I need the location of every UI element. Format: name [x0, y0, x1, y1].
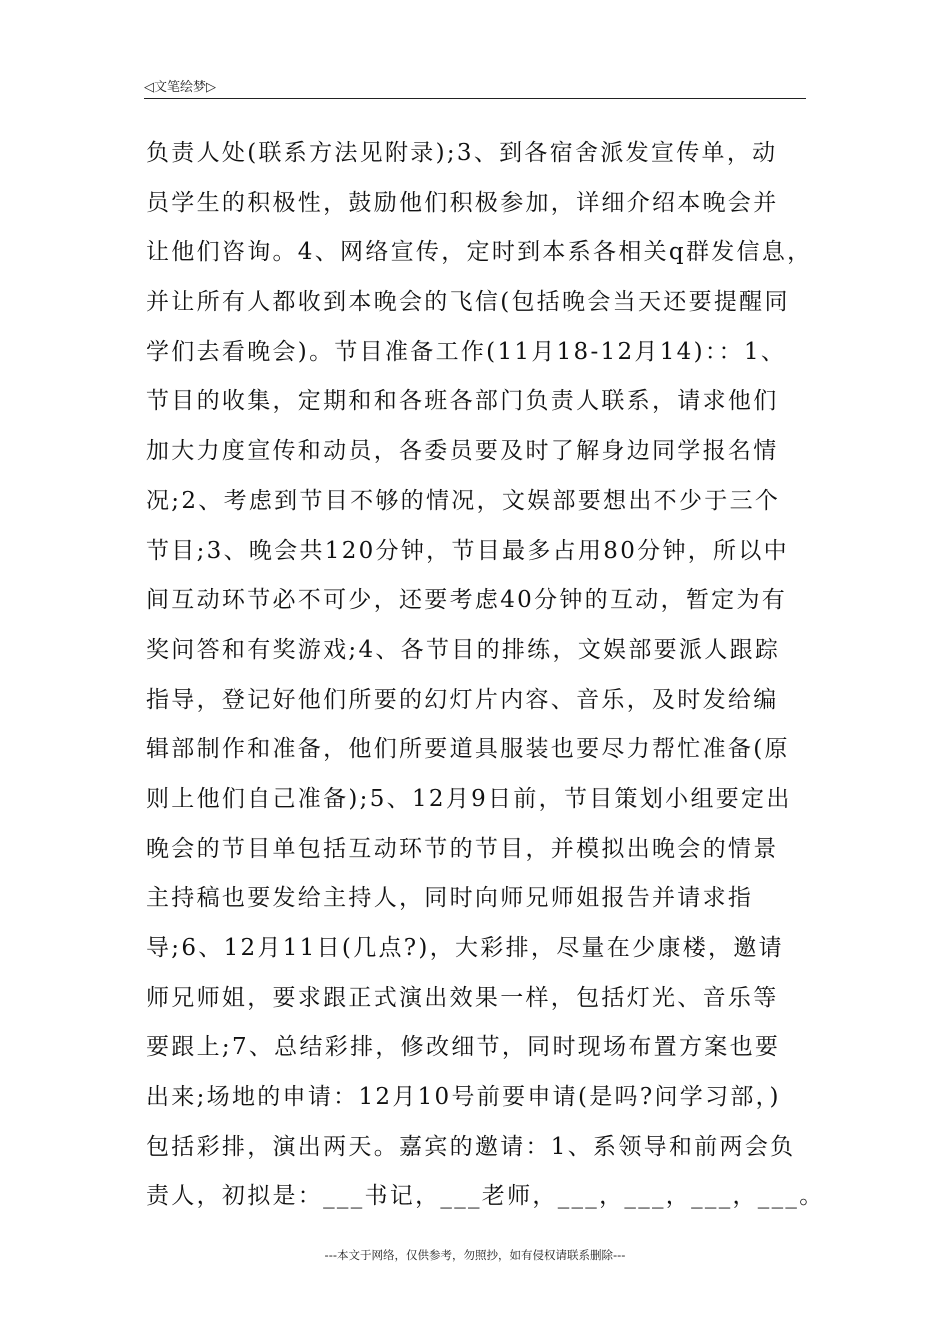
body-line: 晚会的节目单包括互动环节的节目，并模拟出晚会的情景	[146, 835, 779, 862]
body-line: 让他们咨询。4、网络宣传，定时到本系各相关q群发信息，	[146, 239, 813, 266]
body-line: 要跟上;7、总结彩排，修改细节，同时现场布置方案也要	[146, 1034, 781, 1061]
body-line: 则上他们自己准备);5、12月9日前，节目策划小组要定出	[146, 785, 792, 812]
body-line: 并让所有人都收到本晚会的飞信(包括晚会当天还要提醒同	[146, 289, 790, 316]
body-line: 出来;场地的申请：12月10号前要申请(是吗?问学习部，)	[146, 1084, 781, 1111]
body-line: 包括彩排，演出两天。嘉宾的邀请：1、系领导和前两会负	[146, 1133, 796, 1160]
body-line: 指导，登记好他们所要的幻灯片内容、音乐，及时发给编	[146, 686, 779, 713]
header-logo: ◁文笔绘梦▷	[144, 80, 216, 95]
body-line: 主持稿也要发给主持人，同时向师兄师姐报告并请求指	[146, 885, 754, 912]
body-line: 间互动环节必不可少，还要考虑40分钟的互动，暂定为有	[146, 587, 788, 614]
body-line: 责人，初拟是：___书记，___老师，___，___，___，___。	[146, 1183, 825, 1210]
body-line: 加大力度宣传和动员，各委员要及时了解身边同学报名情	[146, 438, 779, 465]
body-line: 节目;3、晚会共120分钟，节目最多占用80分钟，所以中	[146, 537, 789, 564]
body-line: 节目的收集，定期和和各班各部门负责人联系，请求他们	[146, 388, 779, 415]
body-line: 奖问答和有奖游戏;4、各节目的排练，文娱部要派人跟踪	[146, 636, 781, 663]
body-line: 辑部制作和准备，他们所要道具服装也要尽力帮忙准备(原	[146, 736, 790, 763]
body-line: 员学生的积极性，鼓励他们积极参加，详细介绍本晚会并	[146, 189, 779, 216]
body-line: 学们去看晚会)。节目准备工作(11月18-12月14)：：1、	[146, 338, 787, 365]
body-line: 导;6、12月11日(几点?)，大彩排，尽量在少康楼，邀请	[146, 935, 784, 961]
page-header	[144, 74, 806, 99]
document-body	[146, 129, 826, 1222]
page-footer: ---本文于网络，仅供参考，勿照抄，如有侵权请联系删除---	[324, 1248, 626, 1262]
body-line: 负责人处(联系方法见附录);3、到各宿舍派发宣传单，动	[146, 140, 778, 166]
body-line: 况;2、考虑到节目不够的情况，文娱部要想出不少于三个	[146, 487, 781, 514]
body-line: 师兄师姐，要求跟正式演出效果一样，包括灯光、音乐等	[146, 984, 779, 1011]
